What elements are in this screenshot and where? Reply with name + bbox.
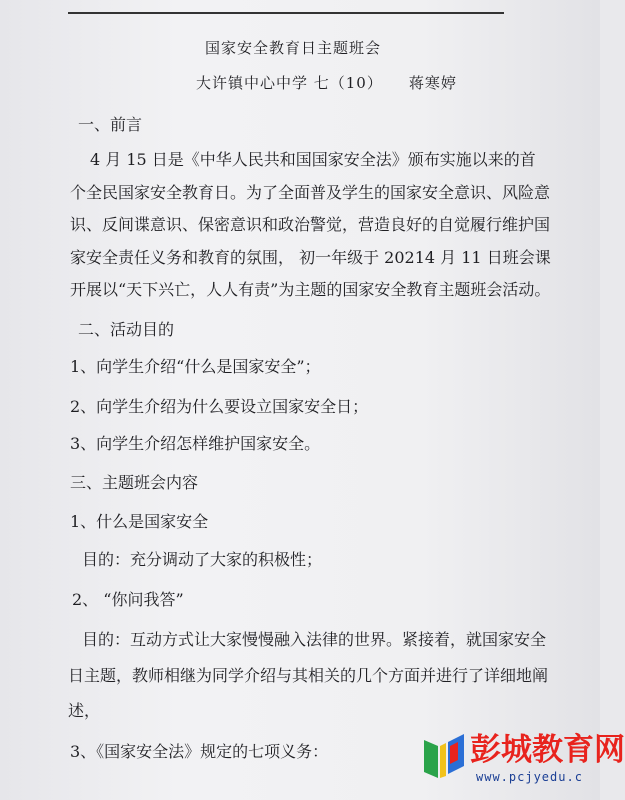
paragraph-line: 目的：互动方式让大家慢慢融入法律的世界。紧接着，就国家安全 bbox=[82, 630, 547, 649]
watermark-url: www.pcjyedu.c bbox=[476, 770, 583, 784]
list-item: 1、什么是国家安全 bbox=[70, 512, 209, 531]
site-watermark bbox=[414, 722, 625, 800]
list-item: 2、 “你问我答” bbox=[72, 590, 184, 609]
open-book-logo-icon bbox=[420, 730, 468, 782]
paragraph-line: 个全民国家安全教育日。为了全面普及学生的国家安全意识、风险意 bbox=[70, 183, 551, 202]
paragraph-line: 识、反间谍意识、保密意识和政治警觉，营造良好的自觉履行维护国 bbox=[70, 215, 551, 234]
list-item: 2、向学生介绍为什么要设立国家安全日； bbox=[70, 397, 369, 416]
section-heading-content: 三、主题班会内容 bbox=[70, 473, 199, 492]
top-rule bbox=[68, 12, 504, 14]
paragraph-line: 开展以“天下兴亡，人人有责”为主题的国家安全教育主题班会活动。 bbox=[70, 280, 551, 299]
section-heading-preface: 一、前言 bbox=[78, 115, 143, 134]
section-heading-purpose: 二、活动目的 bbox=[78, 320, 175, 339]
document-title: 国家安全教育日主题班会 bbox=[205, 39, 382, 57]
list-item: 3、向学生介绍怎样维护国家安全。 bbox=[70, 434, 321, 453]
paragraph-line: 4 月 15 日是《中华人民共和国国家安全法》颁布实施以来的首 bbox=[90, 150, 536, 169]
author-line bbox=[196, 73, 457, 93]
author-name: 蒋寒婷 bbox=[408, 74, 457, 92]
list-item: 3、《国家安全法》规定的七项义务： bbox=[70, 742, 329, 761]
paragraph-line: 日主题，教师相继为同学介绍与其相关的几个方面并进行了详细地阐 bbox=[68, 666, 549, 685]
paragraph-line: 述， bbox=[68, 701, 101, 720]
paragraph-line: 家安全责任义务和教育的氛围， 初一年级于 20214 月 11 日班会课 bbox=[70, 248, 551, 267]
author-school: 大许镇中心中学 七（10） bbox=[196, 74, 383, 92]
watermark-site-name: 彭城教育网 bbox=[470, 732, 625, 768]
list-item: 1、向学生介绍“什么是国家安全”； bbox=[70, 357, 321, 376]
paragraph-line: 目的：充分调动了大家的积极性； bbox=[82, 550, 323, 569]
